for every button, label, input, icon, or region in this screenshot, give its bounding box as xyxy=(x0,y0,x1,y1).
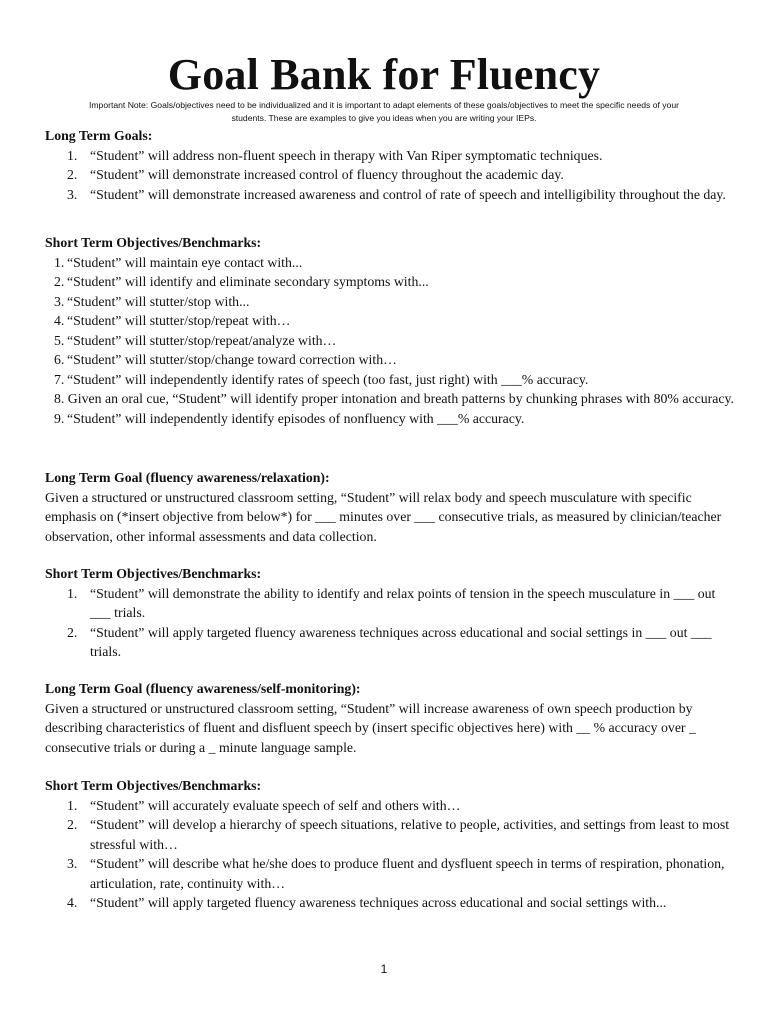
long-term-goals-section xyxy=(45,126,735,204)
short-term-objectives-list-2 xyxy=(45,584,735,662)
item-text: “Student” will stutter/stop/change toward correction with… xyxy=(67,352,397,367)
item-text: “Student” will demonstrate increased awareness and control of rate of speech and intelligibility throughout the day. xyxy=(90,186,726,202)
list-item xyxy=(45,272,735,292)
list-item xyxy=(45,409,735,429)
item-number: 1. xyxy=(67,147,78,163)
item-number: 1. xyxy=(54,254,65,270)
note-text-line2: students. These are examples to give you ideas when you are writing your IEPs. xyxy=(231,113,537,123)
item-number: 2. xyxy=(67,167,78,182)
short-term-objectives-section-1 xyxy=(45,233,735,428)
long-term-goal-self-monitoring-section xyxy=(45,679,735,757)
note-text-line1: Goals/objectives need to be individualized and it is important to adapt elements of these goals/objectives to meet the specific needs of your xyxy=(148,100,679,110)
list-item xyxy=(45,584,735,623)
item-number: 2. xyxy=(54,274,65,289)
list-item xyxy=(45,389,735,409)
long-term-goal-relaxation-section xyxy=(45,468,735,546)
list-item xyxy=(45,185,735,205)
goal-paragraph: Given a structured or unstructured classroom setting, “Student” will increase awareness of own speech production by describing characteristics of fluent and disfluent speech by (insert specific objectives here) with __ % accuracy over _ consecutive trials or during a _ minute language sample. xyxy=(45,700,696,755)
item-text: Given an oral cue, “Student” will identify proper intonation and breath patterns by chunking phrases with 80% accuracy. xyxy=(64,391,734,406)
item-text: “Student” will demonstrate the ability to identify and relax points of tension in the speech musculature in ___ out ___ trials. xyxy=(90,585,716,620)
list-item xyxy=(45,331,735,351)
item-number: 2. xyxy=(67,817,78,832)
item-text: “Student” will stutter/stop with... xyxy=(67,293,250,309)
list-item xyxy=(45,854,735,893)
item-number: 4. xyxy=(54,313,65,328)
item-number: 3. xyxy=(67,186,78,202)
page-title: Goal Bank for Fluency xyxy=(167,50,601,99)
item-text: “Student” will develop a hierarchy of speech situations, relative to people, activities, and settings from least to most stressful with… xyxy=(90,817,730,852)
item-text: “Student” will demonstrate increased control of fluency throughout the academic day. xyxy=(90,167,564,182)
item-text: “Student” will maintain eye contact with... xyxy=(67,254,303,270)
item-number: 3. xyxy=(67,856,78,871)
section-heading: Short Term Objectives/Benchmarks: xyxy=(45,566,262,581)
item-number: 9. xyxy=(54,410,65,426)
list-item xyxy=(45,623,735,662)
goal-paragraph: Given a structured or unstructured classroom setting, “Student” will relax body and speech musculature with specific emphasis on (*insert objective from below*) for ___ minutes over ___ consecutive trials, as measured by clinician/teacher observation, other informal assessments and data collection. xyxy=(45,489,722,544)
short-term-objectives-list-3 xyxy=(45,796,735,913)
short-term-objectives-list-1 xyxy=(45,253,735,429)
item-text: “Student” will identify and eliminate secondary symptoms with... xyxy=(67,274,429,289)
item-number: 1. xyxy=(67,797,78,813)
list-item xyxy=(45,253,735,273)
list-item xyxy=(45,165,735,185)
item-text: “Student” will apply targeted fluency awareness techniques across educational and social settings in ___ out ___ trials. xyxy=(90,624,712,659)
list-item xyxy=(45,350,735,370)
long-term-goals-list xyxy=(45,146,735,205)
item-text: “Student” will independently identify episodes of nonfluency with ___% accuracy. xyxy=(67,410,525,426)
list-item xyxy=(45,893,735,913)
list-item xyxy=(45,370,735,390)
list-item xyxy=(45,146,735,166)
section-heading: Short Term Objectives/Benchmarks: xyxy=(45,778,262,793)
item-text: “Student” will address non-fluent speech in therapy with Van Riper symptomatic techniques. xyxy=(90,147,603,163)
short-term-objectives-section-2 xyxy=(45,564,735,662)
item-number: 7. xyxy=(54,371,65,387)
section-heading: Long Term Goal (fluency awareness/self-monitoring): xyxy=(45,681,361,696)
item-number: 6. xyxy=(54,352,65,367)
item-number: 4. xyxy=(67,895,78,910)
item-text: “Student” will stutter/stop/repeat/analyze with… xyxy=(67,332,337,348)
list-item xyxy=(45,815,735,854)
item-text: “Student” will accurately evaluate speech of self and others with… xyxy=(90,797,461,813)
item-text: “Student” will describe what he/she does to produce fluent and dysfluent speech in terms of respiration, phonation, articulation, rate, continuity with… xyxy=(90,856,725,891)
important-note xyxy=(40,99,728,125)
page-number: 1 xyxy=(380,962,388,976)
item-number: 5. xyxy=(54,332,65,348)
short-term-objectives-section-3 xyxy=(45,776,735,913)
list-item xyxy=(45,311,735,331)
item-number: 3. xyxy=(54,293,65,309)
item-text: “Student” will independently identify rates of speech (too fast, just right) with ___% accuracy. xyxy=(67,371,589,387)
list-item xyxy=(45,796,735,816)
item-text: “Student” will apply targeted fluency awareness techniques across educational and social settings with... xyxy=(90,895,667,910)
list-item xyxy=(45,292,735,312)
item-number: 2. xyxy=(67,624,78,640)
item-text: “Student” will stutter/stop/repeat with… xyxy=(67,313,291,328)
item-number: 8. xyxy=(54,391,65,406)
section-heading: Long Term Goals: xyxy=(45,128,153,143)
item-number: 1. xyxy=(67,585,78,601)
section-heading: Short Term Objectives/Benchmarks: xyxy=(45,235,262,250)
note-lead: Important Note: xyxy=(89,100,149,110)
section-heading: Long Term Goal (fluency awareness/relaxation): xyxy=(45,470,330,485)
